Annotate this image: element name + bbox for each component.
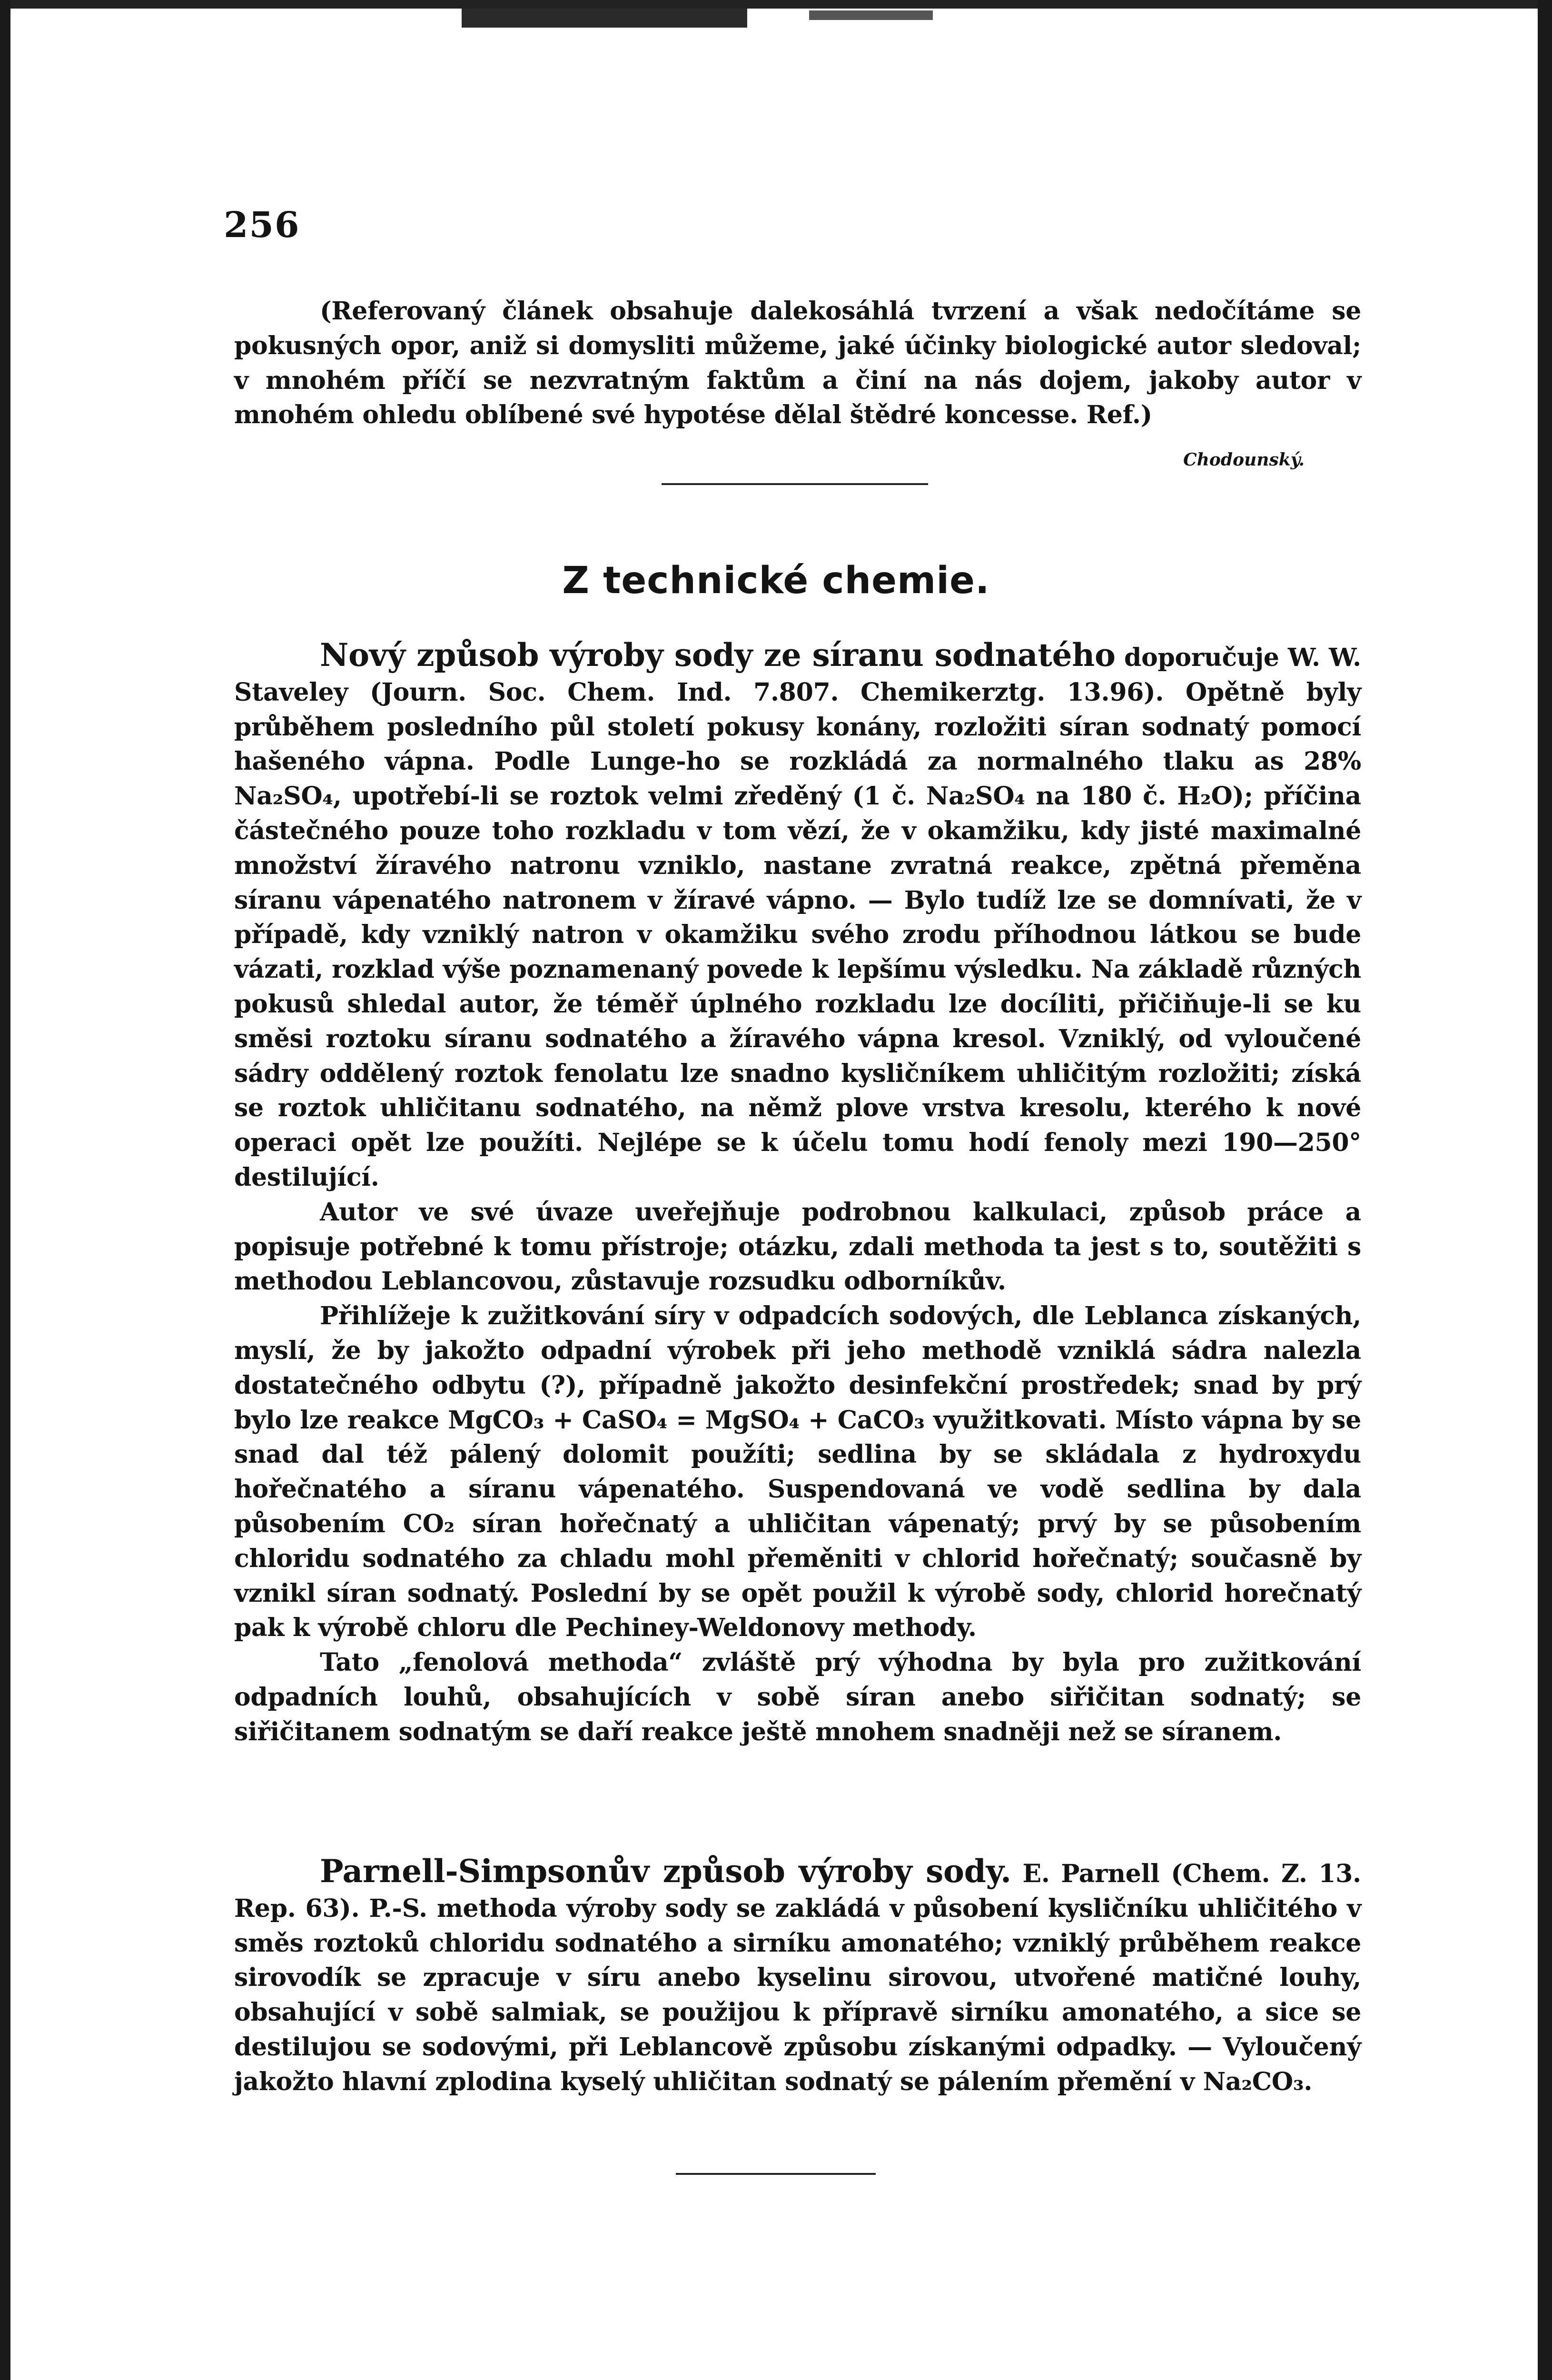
article-1-paragraph-4: Tato „fenolová methoda“ zvláště prý výhodna by byla pro zužitkování odpadních louhů, obsahujících v sobě síran anebo siřičitan sodnatý; se siřičitanem sodnatým se daří reakce ještě mnohem snadněji než se síranem. xyxy=(234,1648,1361,1746)
article-1-paragraph-2: Autor ve své úvaze uveřejňuje podrobnou kalkulaci, způsob práce a popisuje potřebné k tomu přístroje; otázku, zdali methoda ta jest s to, soutěžiti s methodou Leblancovou, zůstavuje rozsudku odborníkův. xyxy=(234,1197,1361,1296)
article-2-title: Parnell-Simpsonův způsob výroby sody. xyxy=(320,1853,1011,1890)
scan-edge-right xyxy=(1538,0,1552,2380)
article-1-body: doporučuje W. W. Staveley (Journ. Soc. Chem. Ind. 7.807. Chemikerztg. 13.96). Opětně byly průběhem posledního půl století pokusy konány, rozložiti síran sodnatý pomocí hašeného vápna. Podle Lunge-ho se rozkládá za normalného tlaku as 28% Na₂SO₄, upotřebí-li se roztok velmi zředěný (1 č. Na₂SO₄ na 180 č. H₂O); příčina částečného pouze toho rozkladu v tom vězí, že v okamžiku, kdy jisté maximalné množství žíravého natronu vzniklo, nastane zvratná reakce, zpětná přeměna síranu vápenatého natronem v žíravé vápno. — Bylo tudíž lze se domnívati, že v případě, kdy vzniklý natron v okamžiku svého zrodu příhodnou látkou se bude vázati, rozklad výše poznamenaný povede k lepšímu výsledku. Na základě různých pokusů shledal autor, že téměř úplného rozkladu lze docíliti, přičiňuje-li se ku směsi roztoku síranu sodnatého a žíravého vápna kresol. Vzniklý, od vyloučené sádry oddělený roztok fenolatu lze snadno kysličníkem uhličitým rozložiti; získá se roztok uhličitanu sodnatého, na němž plove vrstva kresolu, kterého k nové operaci opět lze použíti. Nejlépe se k účelu tomu hodí fenoly mezi 190—250° destilující. xyxy=(234,643,1361,1192)
section-heading: Z technické chemie. xyxy=(562,559,990,602)
scan-mark xyxy=(462,9,747,28)
article-2 xyxy=(234,1854,1361,2100)
page-number: 256 xyxy=(224,205,300,246)
divider-rule xyxy=(662,483,928,485)
end-rule xyxy=(676,2173,876,2175)
article-1-paragraph-1 xyxy=(234,638,1361,1195)
scan-mark xyxy=(809,10,933,20)
scan-edge-top xyxy=(0,0,1552,9)
scan-edge-left xyxy=(0,0,10,2380)
article-2-paragraph-1 xyxy=(234,1854,1361,2100)
article-2-body: E. Parnell (Chem. Z. 13. Rep. 63). P.-S. methoda výroby sody se zakládá v působení kysličníku uhličitého v směs roztoků chloridu sodnatého a sirníku amonatého; vzniklý průběhem reakce sirovodík se zpracuje v síru anebo kyselinu sirovou, utvořené matičné louhy, obsahující v sobě salmiak, se použijou k přípravě sirníku amonatého, a sice se destilujou se sodovými, při Leblancově způsobu získanými odpadky. — Vyloučený jakožto hlavní zplodina kyselý uhličitan sodnatý se pálením přemění v Na₂CO₃. xyxy=(234,1859,1361,2096)
referee-note-block xyxy=(234,294,1361,433)
signature: Chodounský. xyxy=(1183,450,1305,470)
referee-note: (Referovaný článek obsahuje dalekosáhlá tvrzení a však nedočítáme se pokusných opor, aniž si domysliti můžeme, jaké účinky biologické autor sledoval; v mnohém příčí se nezvratným faktům a činí na nás dojem, jakoby autor v mnohém ohledu oblíbené své hypotése dělal štědré koncesse. Ref.) xyxy=(234,297,1361,430)
article-1 xyxy=(234,638,1361,1750)
article-1-title: Nový způsob výroby sody ze síranu sodnatého xyxy=(320,636,1116,674)
article-1-paragraph-3: Přihlížeje k zužitkování síry v odpadcích sodových, dle Leblanca získaných, myslí, že by jakožto odpadní výrobek při jeho methodě vzniklá sádra nalezla dostatečného odbytu (?), případně jakožto desinfekční prostředek; snad by prý bylo lze reakce MgCO₃ + CaSO₄ = MgSO₄ + CaCO₃ využitkovati. Místo vápna by se snad dal též pálený dolomit použíti; sedlina by se skládala z hydroxydu hořečnatého a síranu vápenatého. Suspendovaná ve vodě sedlina by dala působením CO₂ síran hořečnatý a uhličitan vápenatý; prvý by se působením chloridu sodnatého za chladu mohl přeměniti v chlorid hořečnatý; současně by vznikl síran sodnatý. Poslední by se opět použil k výrobě sody, chlorid horečnatý pak k výrobě chloru dle Pechiney-Weldonovy methody. xyxy=(234,1301,1361,1643)
